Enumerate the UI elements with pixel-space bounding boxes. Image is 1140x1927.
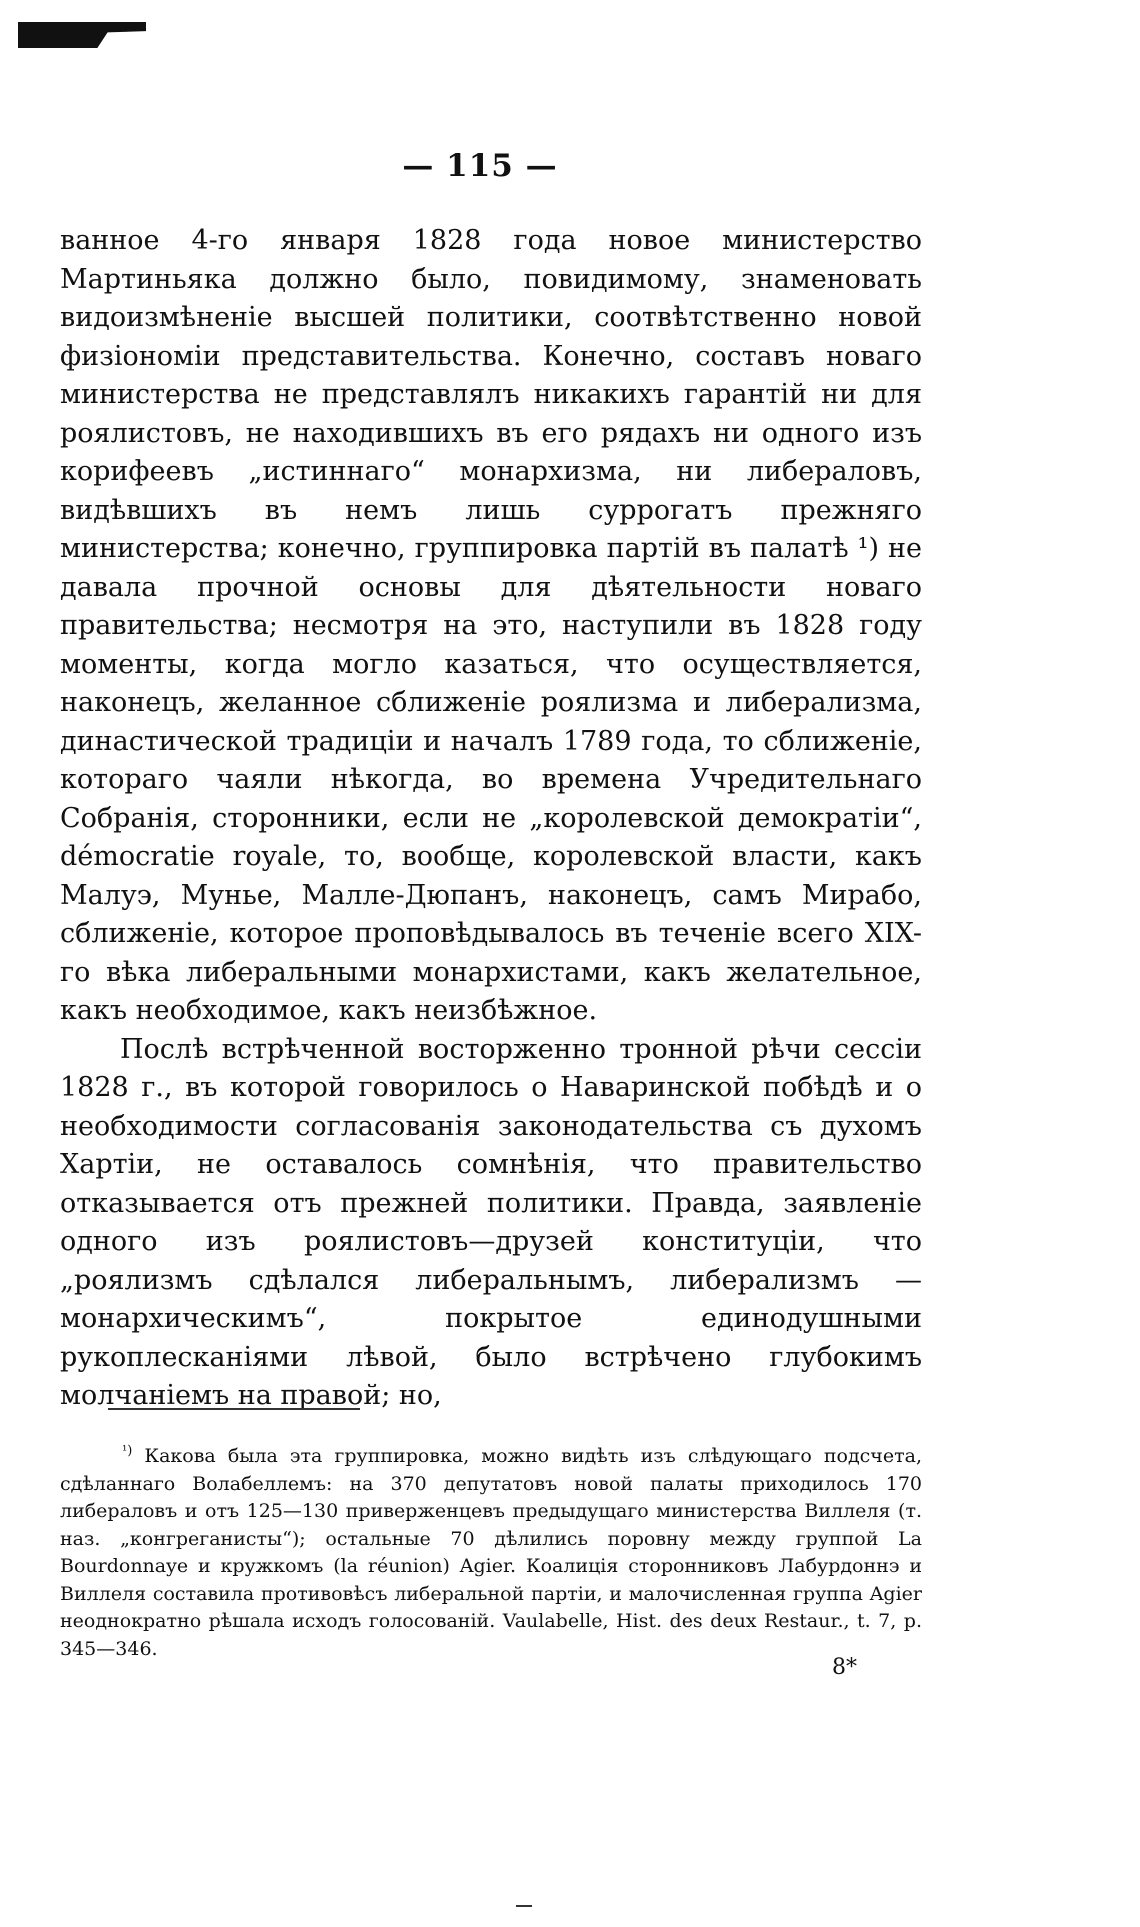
main-text — [60, 222, 922, 1416]
bottom-dash — [516, 1905, 532, 1907]
footnote-text: Какова была эта группировка, можно видѣть изъ слѣдующаго подсчета, сдѣланнаго Волабеллемъ: на 370 депутатовъ новой палаты приходилось 170 либераловъ и отъ 125—130 приверженцевъ предыдущаго министерства Виллеля (т. наз. „конгреганисты“); остальные 70 дѣлились поровну между группой La Bourdonnaye и кружкомъ (la réunion) Agier. Коалиція сторонниковъ Лабурдоннэ и Виллеля составила противовѣсъ либеральной партіи, и малочисленная группа Agier неоднократно рѣшала исходъ голосованій. Vaulabelle, Hist. des deux Restaur., t. 7, p. 345—346. — [60, 1445, 922, 1660]
page-number: — 115 — — [402, 148, 558, 184]
paragraph-continuation: ванное 4-го января 1828 года новое министерство Мартиньяка должно было, повидимому, знаменовать видоизмѣненіе высшей политики, соотвѣтственно новой физіономіи представительства. Конечно, составъ новаго министерства не представлялъ никакихъ гарантій ни для роялистовъ, не находившихъ въ его рядахъ ни одного изъ корифеевъ „истиннаго“ монархизма, ни либераловъ, видѣвшихъ въ немъ лишь суррогатъ прежняго министерства; конечно, группировка партій въ палатѣ ¹) не давала прочной основы для дѣятельности новаго правительства; несмотря на это, наступили въ 1828 году моменты, когда могло казаться, что осуществляется, наконецъ, желанное сближеніе роялизма и либерализма, династической традиціи и началъ 1789 года, то сближеніе, котораго чаяли нѣкогда, во времена Учредительнаго Собранія, сторонники, если не „королевской демократіи“, démocratie royale, то, вообще, королевской власти, какъ Малуэ, Мунье, Малле-Дюпанъ, наконецъ, самъ Мирабо, сближеніе, которое проповѣдывалось въ теченіе всего XIX-го вѣка либеральными монархистами, какъ желательное, какъ необходимое, какъ неизбѣжное. — [60, 225, 922, 1026]
printer-signature: 8* — [832, 1655, 857, 1680]
footnotes — [60, 1443, 922, 1663]
scan-corner-mark — [18, 22, 146, 48]
footnote-marker: ¹) — [122, 1443, 133, 1459]
paragraph: Послѣ встрѣченной восторженно тронной рѣчи сессіи 1828 г., въ которой говорилось о Наваринской побѣдѣ и о необходимости согласованія законодательства съ духомъ Хартіи, не оставалось сомнѣнія, что правительство отказывается отъ прежней политики. Правда, заявленіе одного изъ роялистовъ—друзей конституціи, что „роялизмъ сдѣлался либеральнымъ, либерализмъ — монархическимъ“, покрытое единодушными рукоплесканіями лѣвой, было встрѣчено глубокимъ молчаніемъ на правой; но, — [60, 1033, 922, 1411]
footnote-1 — [60, 1443, 922, 1663]
footnote-separator — [108, 1408, 360, 1410]
